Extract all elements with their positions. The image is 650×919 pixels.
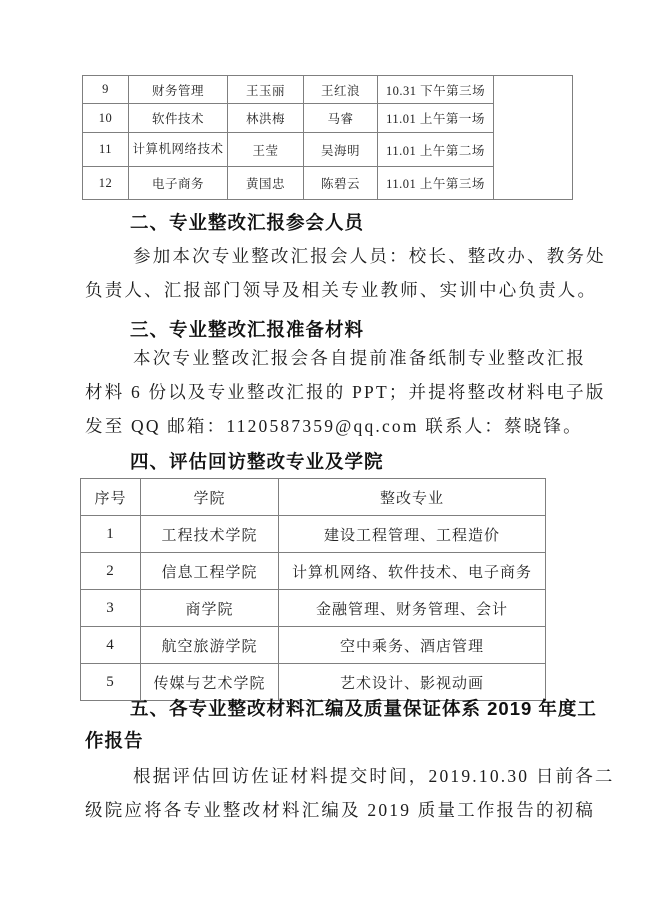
paragraph-line: 参加本次专业整改汇报会人员：校长、整改办、教务处: [133, 246, 606, 266]
cell-major: 电子商务: [129, 167, 228, 200]
cell-reporter: 黄国忠: [228, 167, 304, 200]
cell-reviewer: 马睿: [304, 104, 378, 133]
cell-session: 10.31 下午第三场: [378, 76, 494, 104]
cell-major: 软件技术: [129, 104, 228, 133]
paragraph-line: 发至 QQ 邮箱：1120587359@qq.com 联系人：蔡晓锋。: [85, 416, 583, 436]
notes-cell-empty: [494, 76, 573, 200]
cell-row-no: 12: [83, 167, 129, 200]
table-row: [81, 627, 546, 664]
section-heading-5-line1: 五、各专业整改材料汇编及质量保证体系 2019 年度工: [130, 698, 597, 719]
table-row: [81, 553, 546, 590]
paragraph-line: 根据评估回访佐证材料提交时间，2019.10.30 日前各二: [133, 766, 615, 786]
header-no: 序号: [81, 479, 141, 516]
section-heading-2: 二、专业整改汇报参会人员: [130, 212, 365, 233]
cell-row-no: 3: [81, 590, 141, 627]
paragraph-line: 负责人、汇报部门领导及相关专业教师、实训中心负责人。: [85, 280, 598, 300]
cell-college: 传媒与艺术学院: [141, 664, 279, 701]
table-header-row: [81, 479, 546, 516]
header-majors: 整改专业: [279, 479, 546, 516]
cell-majors: 建设工程管理、工程造价: [279, 516, 546, 553]
cell-session: 11.01 上午第三场: [378, 167, 494, 200]
paragraph-line: 级院应将各专业整改材料汇编及 2019 质量工作报告的初稿: [85, 800, 596, 820]
cell-reporter: 王莹: [228, 133, 304, 167]
cell-row-no: 11: [83, 133, 129, 167]
cell-session: 11.01 上午第一场: [378, 104, 494, 133]
cell-row-no: 9: [83, 76, 129, 104]
paragraph-line: 本次专业整改汇报会各自提前准备纸制专业整改汇报: [133, 348, 587, 368]
section-heading-3: 三、专业整改汇报准备材料: [130, 319, 365, 340]
table-row: [81, 516, 546, 553]
cell-majors: 计算机网络、软件技术、电子商务: [279, 553, 546, 590]
cell-row-no: 2: [81, 553, 141, 590]
table-row: [81, 590, 546, 627]
cell-majors: 艺术设计、影视动画: [279, 664, 546, 701]
cell-row-no: 5: [81, 664, 141, 701]
colleges-table: [80, 478, 546, 701]
cell-reporter: 林洪梅: [228, 104, 304, 133]
paragraph-line: 材料 6 份以及专业整改汇报的 PPT；并提将整改材料电子版: [85, 382, 606, 402]
section-heading-5-line2: 作报告: [85, 730, 144, 751]
cell-majors: 空中乘务、酒店管理: [279, 627, 546, 664]
cell-session: 11.01 上午第二场: [378, 133, 494, 167]
table-row: [83, 76, 573, 104]
cell-college: 信息工程学院: [141, 553, 279, 590]
cell-reviewer: 王红浪: [304, 76, 378, 104]
cell-row-no: 10: [83, 104, 129, 133]
schedule-table: [82, 75, 573, 200]
cell-row-no: 4: [81, 627, 141, 664]
cell-college: 商学院: [141, 590, 279, 627]
section-heading-4: 四、评估回访整改专业及学院: [130, 451, 384, 472]
cell-major: 财务管理: [129, 76, 228, 104]
cell-row-no: 1: [81, 516, 141, 553]
cell-reviewer: 陈碧云: [304, 167, 378, 200]
cell-major: 计算机网络技术: [129, 133, 228, 167]
header-college: 学院: [141, 479, 279, 516]
cell-college: 工程技术学院: [141, 516, 279, 553]
cell-college: 航空旅游学院: [141, 627, 279, 664]
cell-majors: 金融管理、财务管理、会计: [279, 590, 546, 627]
cell-reviewer: 吴海明: [304, 133, 378, 167]
cell-reporter: 王玉丽: [228, 76, 304, 104]
